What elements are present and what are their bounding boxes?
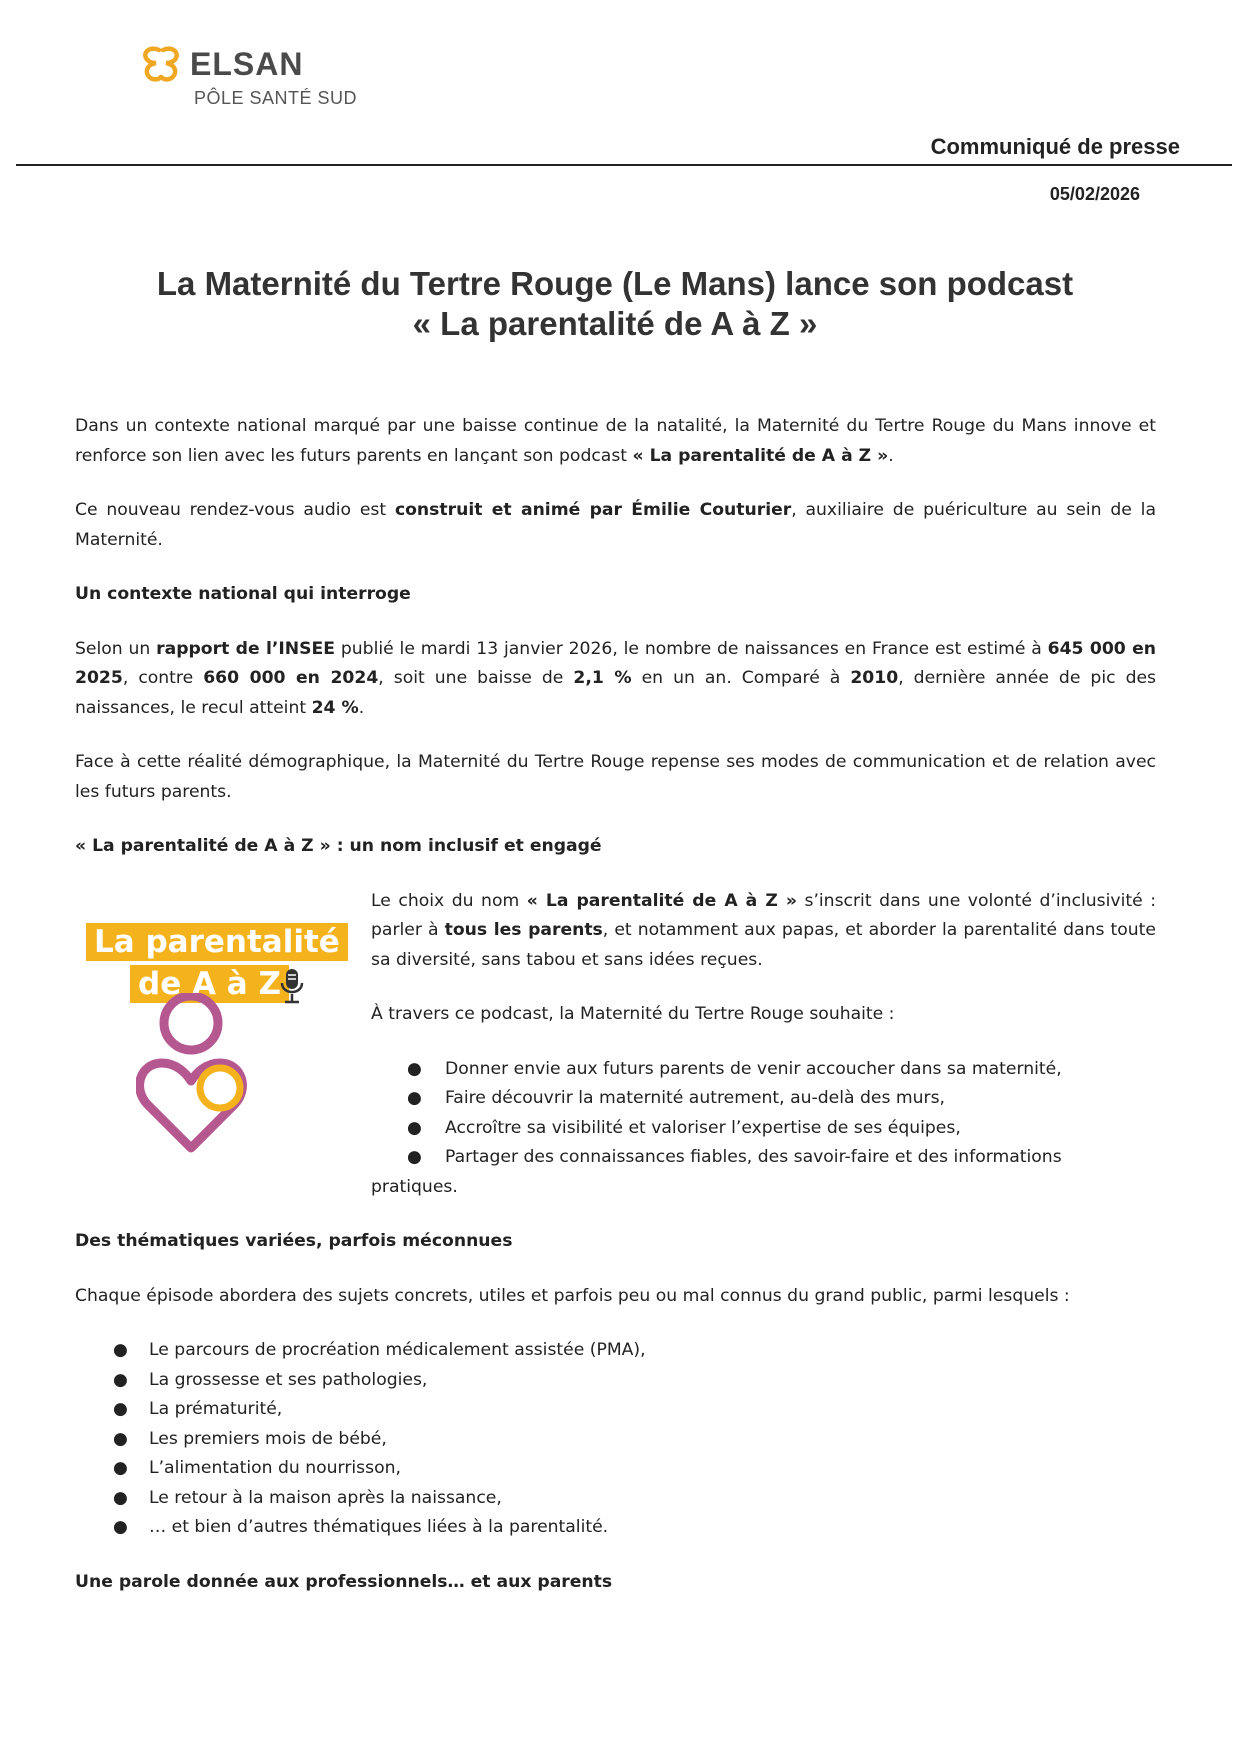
section-heading-voices: Une parole donnée aux professionnels… et aux parents <box>75 1571 613 1592</box>
document-date: 05/02/2026 <box>1049 184 1140 204</box>
themes-intro: Chaque épisode abordera des sujets concrets, utiles et parfois peu ou mal connus du grand public, parmi lesquels : <box>75 1285 1070 1306</box>
list-item <box>75 1484 1156 1514</box>
text-run: Ce nouveau rendez-vous audio est <box>75 500 395 520</box>
text-run: , et notamment aux papas, et aborder la parentalité dans toute sa diversité, sans tabou et sans idées reçues. <box>371 920 1156 970</box>
document-body <box>75 412 1156 1597</box>
goals-list-tail: pratiques. <box>371 1176 458 1197</box>
elsan-logo <box>140 44 358 108</box>
text-run: . <box>358 697 365 718</box>
bullet-icon: ● <box>113 1517 128 1537</box>
list-item-text: Donner envie aux futurs parents de venir accoucher dans sa maternité, <box>445 1058 1062 1079</box>
bullet-icon: ● <box>113 1399 128 1419</box>
themes-list <box>75 1336 1156 1543</box>
text-run: , soit une baisse de <box>378 668 574 688</box>
text-run: , contre <box>122 668 204 688</box>
context-paragraph-1 <box>75 635 1156 724</box>
name-paragraph-1 <box>371 887 1156 976</box>
document-type: Communiqué de presse <box>930 134 1180 159</box>
list-item <box>75 1336 1156 1366</box>
list-item-text: Le parcours de procréation médicalement assistée (PMA), <box>149 1340 646 1360</box>
bold-run: 660 000 en 2024 <box>203 668 379 688</box>
elsan-logo-icon <box>140 44 182 84</box>
list-item-text: Accroître sa visibilité et valoriser l’expertise de ses équipes, <box>445 1117 961 1138</box>
list-item-text: … et bien d’autres thématiques liées à la parentalité. <box>149 1517 609 1537</box>
bullet-icon: ● <box>407 1117 422 1138</box>
section-heading-context: Un contexte national qui interroge <box>75 584 411 604</box>
text-run: en un an. Comparé à <box>631 668 851 688</box>
bold-run: 2010 <box>850 668 899 688</box>
podcast-logo <box>86 923 340 1163</box>
context-paragraph-2: Face à cette réalité démographique, la Maternité du Tertre Rouge repense ses modes de communication et de relation avec les futurs parents. <box>75 752 1156 802</box>
name-paragraph-2: À travers ce podcast, la Maternité du Tertre Rouge souhaite : <box>371 1004 895 1024</box>
text-run: publié le mardi 13 janvier 2026, le nombre de naissances en France est estimé à <box>335 638 1048 659</box>
bullet-icon: ● <box>113 1487 128 1508</box>
bullet-icon: ● <box>113 1428 128 1449</box>
text-run: Le choix du nom <box>371 890 527 911</box>
list-item-text: Les premiers mois de bébé, <box>149 1428 387 1449</box>
microphone-icon <box>278 967 306 1007</box>
bullet-icon: ● <box>113 1340 128 1360</box>
list-item-text: L’alimentation du nourrisson, <box>149 1458 401 1478</box>
bold-run: construit et animé par Émilie Couturier <box>394 500 792 520</box>
list-item <box>75 1454 1156 1484</box>
bullet-icon: ● <box>407 1147 422 1167</box>
bullet-icon: ● <box>113 1369 128 1390</box>
list-item-text: Faire découvrir la maternité autrement, au-delà des murs, <box>445 1088 946 1108</box>
list-item <box>75 1366 1156 1396</box>
parent-heart-icon <box>136 993 252 1153</box>
list-item <box>75 1395 1156 1425</box>
brand-subtitle: PÔLE SANTÉ SUD <box>194 88 358 108</box>
list-item-text: La grossesse et ses pathologies, <box>149 1369 428 1390</box>
bold-run: 645 000 en 2025 <box>75 638 1156 688</box>
bold-run: tous les parents <box>444 920 603 940</box>
page-title <box>70 264 1160 344</box>
intro-paragraph-1 <box>75 412 1156 471</box>
podcast-section <box>75 887 1156 1203</box>
text-run: . <box>888 445 894 466</box>
list-item <box>371 1084 1156 1114</box>
list-item <box>371 1055 1156 1085</box>
list-item-text: La prématurité, <box>149 1399 283 1419</box>
list-item <box>75 1425 1156 1455</box>
text-run: , auxiliaire de puériculture au sein de la Maternité. <box>75 500 1156 550</box>
bold-run: 24 % <box>311 697 359 718</box>
bullet-icon: ● <box>113 1458 128 1478</box>
bold-run: « La parentalité de A à Z » <box>526 890 797 911</box>
podcast-logo-line-1: La parentalité <box>86 923 348 961</box>
brand-name: ELSAN <box>190 46 304 82</box>
section-heading-name: « La parentalité de A à Z » : un nom inclusif et engagé <box>75 836 602 856</box>
podcast-logo-column <box>75 887 371 1203</box>
bold-run: « La parentalité de A à Z » <box>632 445 889 466</box>
podcast-logo-line-2: de A à Z <box>130 965 289 1003</box>
title-line-1: La Maternité du Tertre Rouge (Le Mans) lance son podcast <box>156 265 1074 302</box>
list-item <box>371 1114 1156 1144</box>
header-divider <box>16 164 1232 166</box>
text-run: Dans un contexte national marqué par une baisse continue de la natalité, la Maternité du Tertre Rouge du Mans innove et renforce son lien avec les futurs parents en lançant son podcast <box>75 416 1156 466</box>
text-run: s’inscrit dans une volonté d’inclusivité : parler à <box>371 890 1156 940</box>
title-line-2: « La parentalité de A à Z » <box>412 305 818 342</box>
bold-run: rapport de l’INSEE <box>156 638 336 659</box>
bullet-icon: ● <box>407 1058 422 1079</box>
bold-run: 2,1 % <box>573 668 632 688</box>
list-item-text: Partager des connaissances fiables, des savoir-faire et des informations <box>445 1147 1062 1167</box>
bullet-icon: ● <box>407 1088 422 1108</box>
podcast-text-column <box>371 887 1156 1203</box>
text-run: Selon un <box>75 638 157 659</box>
list-item <box>371 1143 1156 1173</box>
list-item-text: Le retour à la maison après la naissance, <box>149 1487 502 1508</box>
text-run: , dernière année de pic des naissances, le recul atteint <box>75 668 1157 718</box>
intro-paragraph-2 <box>75 496 1156 555</box>
goals-list <box>371 1055 1156 1173</box>
list-item <box>75 1513 1156 1543</box>
section-heading-themes: Des thématiques variées, parfois méconnues <box>75 1231 513 1251</box>
